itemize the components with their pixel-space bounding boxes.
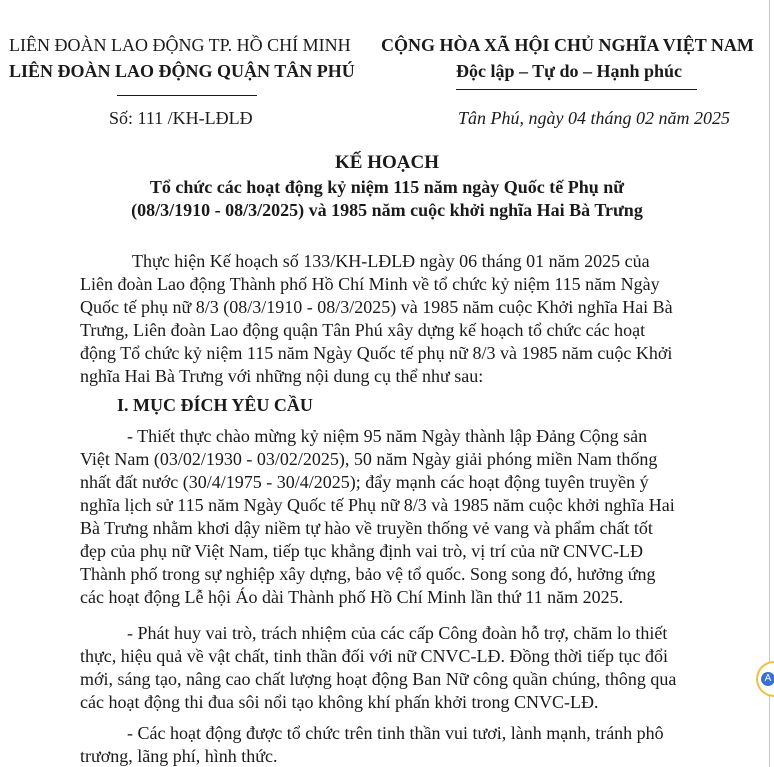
para1-line: Việt Nam (03/02/1930 - 03/02/2025), 50 năm Ngày giải phóng miền Nam thống bbox=[80, 449, 658, 469]
para2-line: thực, hiệu quả về vật chất, tinh thần đối với nữ CNVC-LĐ. Đồng thời tiếp tục đổi bbox=[80, 646, 668, 666]
para2-line: - Phát huy vai trò, trách nhiệm của các cấp Công đoàn hỗ trợ, chăm lo thiết bbox=[127, 623, 668, 643]
left-header-line2: LIÊN ĐOÀN LAO ĐỘNG QUẬN TÂN PHÚ bbox=[9, 61, 355, 81]
accessibility-icon: A bbox=[761, 672, 774, 686]
para3-line: - Các hoạt động được tổ chức trên tinh thần vui tươi, lành mạnh, tránh phô bbox=[127, 723, 664, 743]
accessibility-widget-button[interactable] bbox=[756, 661, 774, 697]
section-heading: I. MỤC ĐÍCH YÊU CẦU bbox=[117, 395, 313, 415]
intro-line: Trưng, Liên đoàn Lao động quận Tân Phú xây dựng kế hoạch tổ chức các hoạt bbox=[80, 320, 646, 340]
left-header-rule bbox=[117, 95, 257, 96]
document-number: Số: 111 /KH-LĐLĐ bbox=[109, 108, 253, 128]
intro-line: nghĩa Hai Bà Trưng với những nội dung cụ thể như sau: bbox=[80, 366, 484, 386]
intro-line: động Tổ chức kỷ niệm 115 năm Ngày Quốc tế phụ nữ 8/3 và 1985 năm cuộc Khởi bbox=[80, 343, 673, 363]
para1-line: đẹp của phụ nữ Việt Nam, tiếp tục khẳng định vai trò, vị trí của nữ CNVC-LĐ bbox=[80, 541, 643, 561]
para1-line: Bà Trưng nhằm khơi dậy niềm tự hào về truyền thống vẻ vang và phẩm chất tốt bbox=[80, 518, 653, 538]
document-subtitle-line2: (08/3/1910 - 08/3/2025) và 1985 năm cuộc khởi nghĩa Hai Bà Trưng bbox=[131, 200, 643, 220]
place-date: Tân Phú, ngày 04 tháng 02 năm 2025 bbox=[458, 108, 730, 128]
para2-line: các hoạt động thi đua sôi nổi tạo không khí phấn khởi trong CNVC-LĐ. bbox=[80, 692, 599, 712]
intro-line: Quốc tế phụ nữ 8/3 (08/3/1910 - 08/3/2025) và 1985 năm cuộc Khởi nghĩa Hai Bà bbox=[80, 297, 673, 317]
para1-line: - Thiết thực chào mừng kỷ niệm 95 năm Ngày thành lập Đảng Cộng sản bbox=[127, 426, 648, 446]
para3-line: trương, lãng phí, hình thức. bbox=[80, 746, 278, 766]
intro-line: Thực hiện Kế hoạch số 133/KH-LĐLĐ ngày 06 tháng 01 năm 2025 của bbox=[132, 251, 650, 271]
right-header-motto: Độc lập – Tự do – Hạnh phúc bbox=[456, 61, 683, 81]
para1-line: Thành phố trong sự nghiệp xây dựng, bảo vệ tổ quốc. Song song đó, hưởng ứng bbox=[80, 564, 656, 584]
para1-line: nhất đất nước (30/4/1975 - 30/4/2025); đẩy mạnh các hoạt động tuyên truyền ý bbox=[80, 472, 649, 492]
intro-line: Liên đoàn Lao động Thành phố Hồ Chí Minh về tổ chức kỷ niệm 115 năm Ngày bbox=[80, 274, 660, 294]
document-title: KẾ HOẠCH bbox=[335, 152, 439, 173]
para1-line: nghĩa lịch sử 115 năm Ngày Quốc tế Phụ nữ 8/3 và 1985 năm cuộc khởi nghĩa Hai bbox=[80, 495, 675, 515]
document-subtitle-line1: Tổ chức các hoạt động kỷ niệm 115 năm ngày Quốc tế Phụ nữ bbox=[149, 177, 625, 197]
para1-line: các hoạt động Lễ hội Áo dài Thành phố Hồ Chí Minh lần thứ 11 năm 2025. bbox=[80, 587, 624, 607]
right-header-line1: CỘNG HÒA XÃ HỘI CHỦ NGHĨA VIỆT NAM bbox=[381, 35, 754, 55]
para2-line: mới, sáng tạo, nâng cao chất lượng hoạt động Ban Nữ công quần chúng, thông qua bbox=[80, 669, 677, 689]
left-header-line1: LIÊN ĐOÀN LAO ĐỘNG TP. HỒ CHÍ MINH bbox=[9, 35, 351, 55]
page-edge-divider bbox=[769, 0, 770, 767]
right-header-rule bbox=[456, 89, 697, 90]
